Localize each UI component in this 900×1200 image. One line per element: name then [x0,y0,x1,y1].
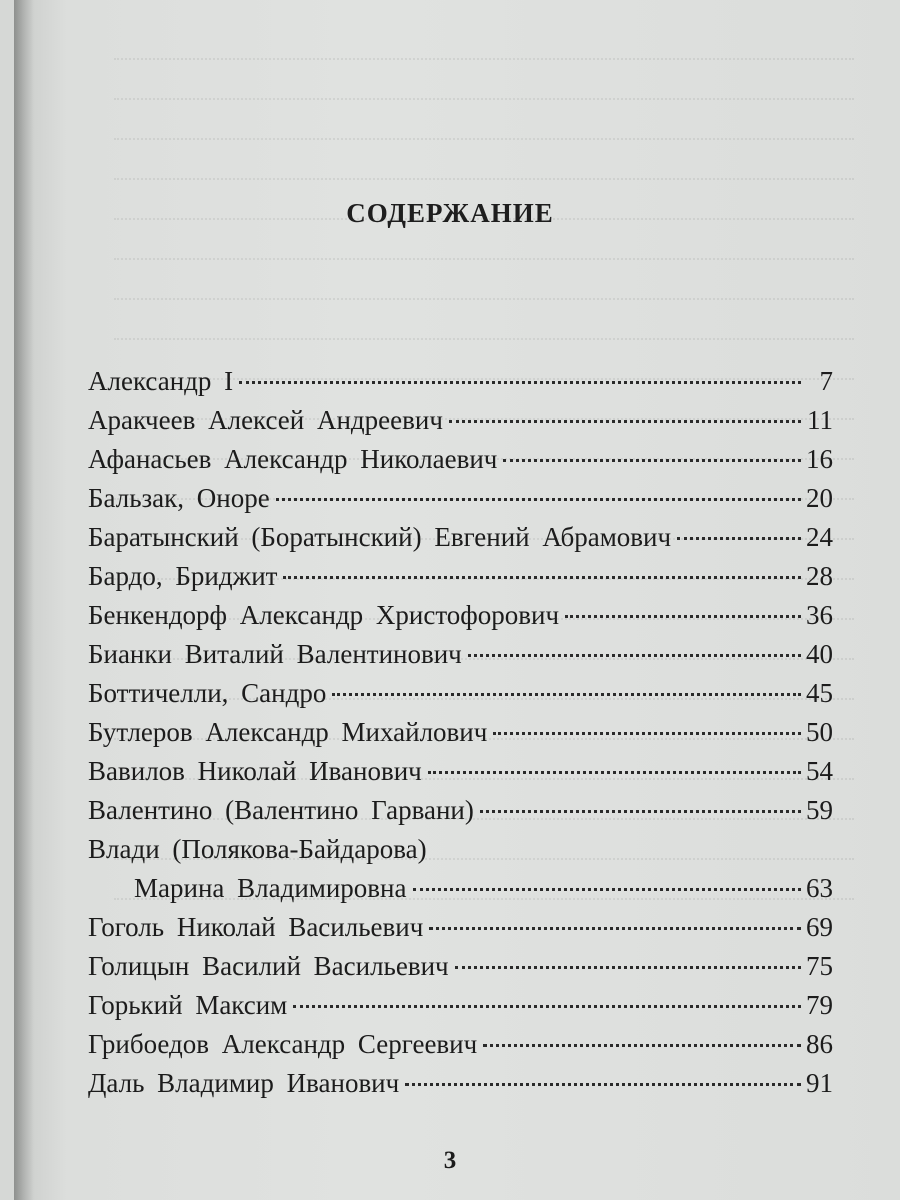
toc-leader-dots [428,771,801,774]
toc-leader-dots [503,459,801,462]
toc-entry-page: 36 [806,600,833,630]
toc-entry [88,596,833,635]
toc-entry [88,1025,833,1064]
page-number: 3 [443,1147,457,1174]
toc-entry [88,752,833,791]
toc-leader-dots [677,537,801,540]
toc-leader-dots [429,927,801,930]
toc-entry [88,713,833,752]
toc-entry-page: 11 [807,405,833,435]
toc-leader-dots [293,1005,801,1008]
toc-entry [88,518,833,557]
toc-entry-name: Бальзак, Оноре [88,483,270,513]
toc-entry [88,401,833,440]
toc-entry [88,674,833,713]
toc-leader-dots [449,420,801,423]
toc-entry [88,1064,833,1103]
toc-entry-name: Александр I [88,366,234,396]
toc-entry-page: 63 [806,873,833,903]
toc-entry-name: Бианки Виталий Валентинович [88,639,462,669]
toc-entry [88,557,833,596]
toc-leader-dots [480,810,801,813]
toc-leader-dots [239,381,801,384]
toc-entry-page: 75 [806,951,833,981]
toc-entry-name: Афанасьев Александр Николаевич [88,444,498,474]
toc-entry-page: 50 [806,717,833,747]
toc-entry-name: Валентино (Валентино Гарвани) [88,795,474,825]
toc-entry [88,362,833,401]
toc-entry-name: Голицын Василий Васильевич [88,951,449,981]
toc-entry-name: Марина Владимировна [134,873,407,903]
toc-entry [88,791,833,830]
toc-entry-name: Даль Владимир Иванович [88,1068,400,1098]
toc-entry-page: 59 [806,795,833,825]
toc-entry [88,440,833,479]
toc-leader-dots [493,732,801,735]
toc-entry-name: Вавилов Николай Иванович [88,756,422,786]
toc-entry-page: 79 [806,990,833,1020]
toc-entry-name: Аракчеев Алексей Андреевич [88,405,443,435]
toc-entry-page: 69 [806,912,833,942]
table-of-contents [88,362,833,1103]
toc-entry-continuation [88,869,833,908]
toc-leader-dots [565,615,801,618]
toc-leader-dots [405,1083,801,1086]
toc-leader-dots [468,654,801,657]
toc-entry-page: 40 [806,639,833,669]
toc-entry-name: Бенкендорф Александр Христофорович [88,600,560,630]
spine-shadow [14,0,34,1200]
toc-entry-page: 7 [819,366,833,396]
toc-entry [88,635,833,674]
toc-leader-dots [413,888,802,891]
toc-entry-name: Гоголь Николай Васильевич [88,912,424,942]
toc-leader-dots [283,576,801,579]
toc-entry-page: 28 [806,561,833,591]
toc-entry [88,986,833,1025]
toc-entry-name: Боттичелли, Сандро [88,678,327,708]
toc-entry-page: 24 [806,522,833,552]
toc-entry-name: Бутлеров Александр Михайлович [88,717,488,747]
toc-leader-dots [455,966,801,969]
toc-entry-page: 86 [806,1029,833,1059]
page-title: СОДЕРЖАНИЕ [346,198,554,228]
toc-entry-page: 54 [806,756,833,786]
toc-leader-dots [332,693,801,696]
toc-entry-name: Горький Максим [88,990,288,1020]
toc-leader-dots [483,1044,801,1047]
toc-entry-name: Баратынский (Боратынский) Евгений Абрамович [88,522,672,552]
toc-entry-name: Бардо, Бриджит [88,561,278,591]
toc-entry [88,947,833,986]
toc-entry-page: 20 [806,483,833,513]
toc-leader-dots [276,498,801,501]
toc-entry [88,908,833,947]
toc-entry [88,830,833,869]
toc-entry [88,479,833,518]
toc-entry-name: Влади (Полякова-Байдарова) [88,834,427,864]
toc-entry-page: 16 [806,444,833,474]
toc-entry-page: 45 [806,678,833,708]
toc-entry-page: 91 [806,1068,833,1098]
toc-entry-name: Грибоедов Александр Сергеевич [88,1029,478,1059]
